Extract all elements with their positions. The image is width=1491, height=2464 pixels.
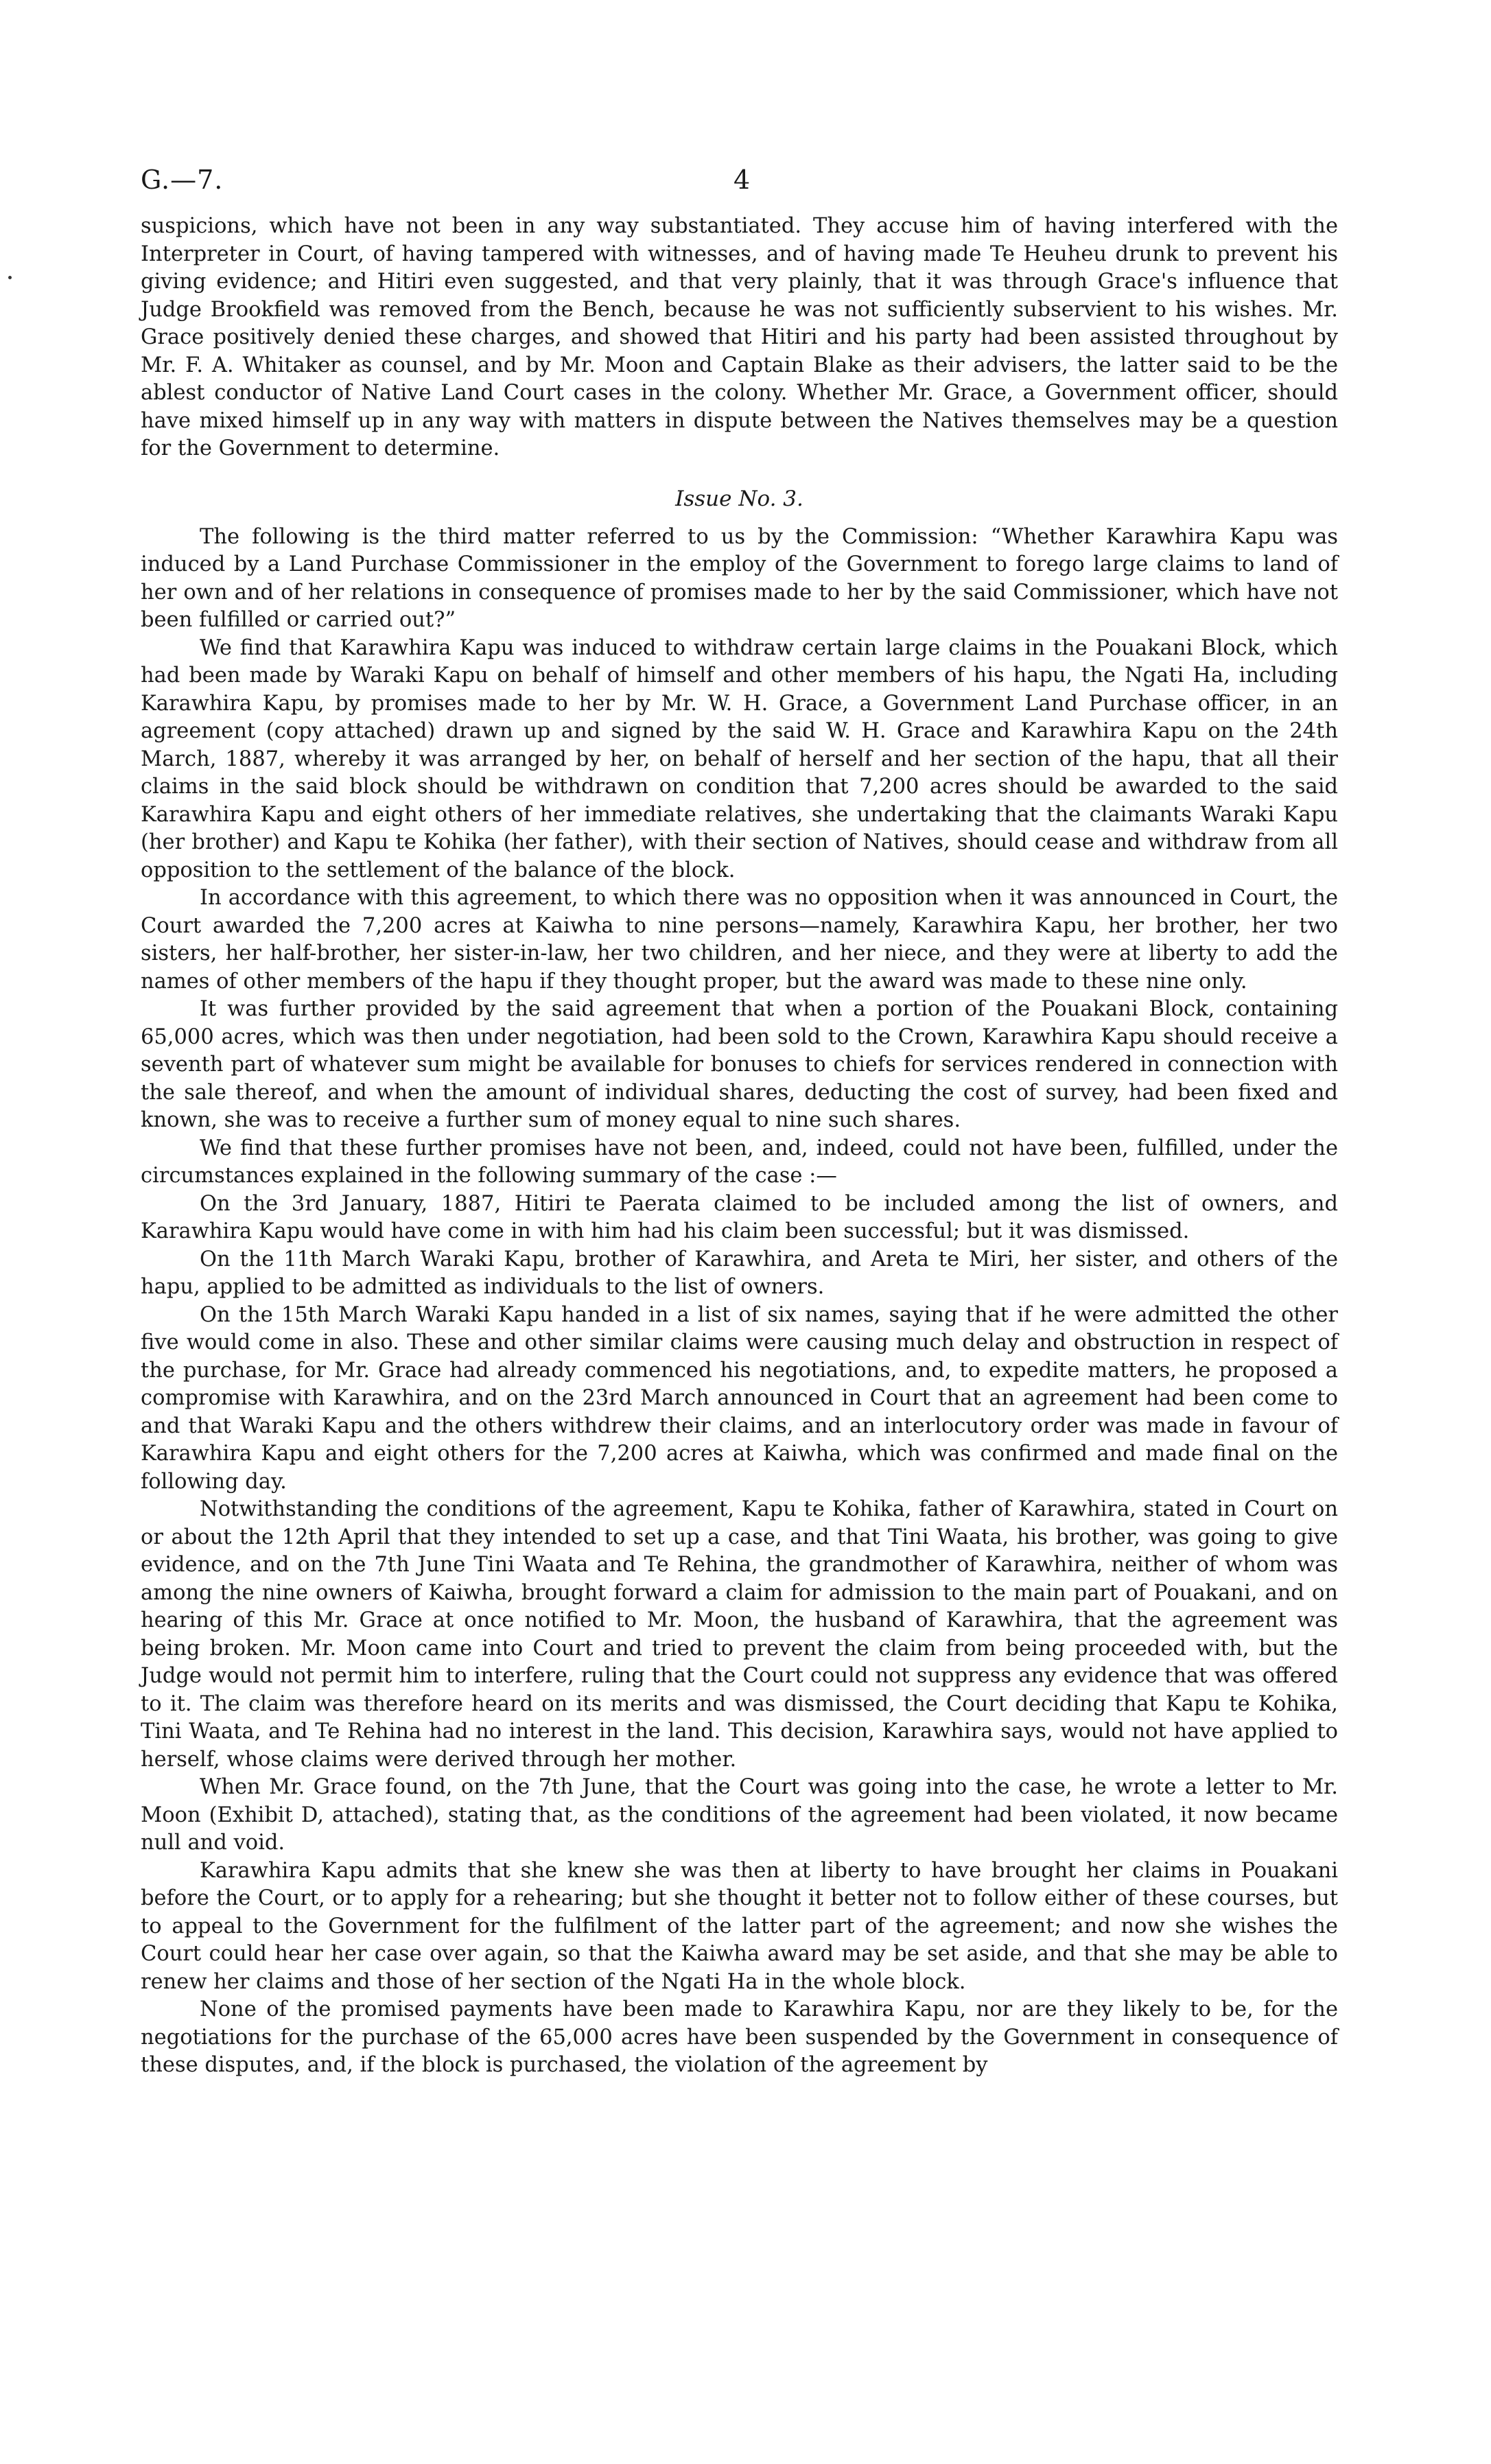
page-header xyxy=(141,165,1338,213)
section-heading: Issue No. 3. xyxy=(675,486,803,511)
paragraph: Karawhira Kapu admits that she knew she was then at liberty to have brought her claims in Pouakani before the Court, or to apply for a rehearing; but she thought it better not to follow either of these courses, but to appeal to the Government for the fulfilment of the latter part of the agreement; and now she wishes the Court could hear her case over again, so that the Kaiwha award may be set aside, and that she may be able to renew her claims and those of her section of the Ngati Ha in the whole block. xyxy=(141,1858,1338,1994)
paragraph: We find that these further promises have not been, and, indeed, could not have been, fulfilled, under the circumstances explained in the following summary of the case :— xyxy=(141,1136,1338,1188)
paragraph: It was further provided by the said agreement that when a portion of the Pouakani Block, containing 65,000 acres, which was then under negotiation, had been sold to the Crown, Karawhira Kapu should receive a seventh part of whatever sum might be available for bonuses to chiefs for services rendered in connection with the sale thereof, and when the amount of individual shares, deducting the cost of survey, had been fixed and known, she was to receive a further sum of money equal to nine such shares. xyxy=(141,997,1338,1132)
paragraph: Notwithstanding the conditions of the agreement, Kapu te Kohika, father of Karawhira, stated in Court on or about the 12th April that they intended to set up a case, and that Tini Waata, his brother, was going to give evidence, and on the 7th June Tini Waata and Te Rehina, the grandmother of Karawhira, neither of whom was among the nine owners of Kaiwha, brought forward a claim for admission to the main part of Pouakani, and on hearing of this Mr. Grace at once notified to Mr. Moon, the husband of Karawhira, that the agreement was being broken. Mr. Moon came into Court and tried to prevent the claim from being proceeded with, but the Judge would not permit him to interfere, ruling that the Court could not suppress any evidence that was offered to it. The claim was therefore heard on its merits and was dismissed, the Court deciding that Kapu te Kohika, Tini Waata, and Te Rehina had no interest in the land. This decision, Karawhira says, would not have applied to herself, whose claims were derived through her mother. xyxy=(141,1497,1338,1772)
paragraph: We find that Karawhira Kapu was induced to withdraw certain large claims in the Pouakani Block, which had been made by Waraki Kapu on behalf of himself and other members of his hapu, the Ngati Ha, including Karawhira Kapu, by promises made to her by Mr. W. H. Grace, a Government Land Purchase officer, in an agreement (copy attached) drawn up and signed by the said W. H. Grace and Karawhira Kapu on the 24th March, 1887, whereby it was arranged by her, on behalf of herself and her section of the hapu, that all their claims in the said block should be withdrawn on condition that 7,200 acres should be awarded to the said Karawhira Kapu and eight others of her immediate relatives, she undertaking that the claimants Waraki Kapu (her brother) and Kapu te Kohika (her father), with their section of Natives, should cease and withdraw from all opposition to the settlement of the balance of the block. xyxy=(141,635,1338,882)
document-body xyxy=(141,213,1338,2080)
paragraph: The following is the third matter referred to us by the Commission: “Whether Karawhira Kapu was induced by a Land Purchase Commissioner in the employ of the Government to forego large claims to land of her own and of her relations in consequence of promises made to her by the said Commissioner, which have not been fulfilled or carried out?” xyxy=(141,524,1338,632)
document-reference: G.—7. xyxy=(141,165,224,195)
page-number: 4 xyxy=(733,165,751,195)
paragraph: In accordance with this agreement, to which there was no opposition when it was announced in Court, the Court awarded the 7,200 acres at Kaiwha to nine persons—namely, Karawhira Kapu, her brother, her two sisters, her half-brother, her sister-in-law, her two children, and her niece, and they were at liberty to add the names of other members of the hapu if they thought proper, but the award was made to these nine only. xyxy=(141,886,1338,994)
paragraph: On the 11th March Waraki Kapu, brother of Karawhira, and Areta te Miri, her sister, and others of the hapu, applied to be admitted as individuals to the list of owners. xyxy=(141,1247,1338,1299)
document-page xyxy=(141,165,1338,2080)
paragraph: When Mr. Grace found, on the 7th June, that the Court was going into the case, he wrote a letter to Mr. Moon (Exhibit D, attached), stating that, as the conditions of the agreement had been violated, it now became null and void. xyxy=(141,1775,1338,1855)
paragraph-continued: suspicions, which have not been in any way substantiated. They accuse him of having interfered with the Interpreter in Court, of having tampered with witnesses, and of having made Te Heuheu drunk to prevent his giving evidence; and Hitiri even suggested, and that very plainly, that it was through Grace's influence that Judge Brookfield was removed from the Bench, because he was not sufficiently subservient to his wishes. Mr. Grace positively denied these charges, and showed that Hitiri and his party had been assisted throughout by Mr. F. A. Whitaker as counsel, and by Mr. Moon and Captain Blake as their advisers, the latter said to be the ablest conductor of Native Land Court cases in the colony. Whether Mr. Grace, a Government officer, should have mixed himself up in any way with matters in dispute between the Natives themselves may be a question for the Government to determine. xyxy=(141,214,1338,460)
margin-mark xyxy=(8,276,12,279)
paragraph: On the 15th March Waraki Kapu handed in a list of six names, saying that if he were admitted the other five would come in also. These and other similar claims were causing much delay and obstruction in respect of the purchase, for Mr. Grace had already commenced his negotiations, and, to expedite matters, he proposed a compromise with Karawhira, and on the 23rd March announced in Court that an agreement had been come to and that Waraki Kapu and the others withdrew their claims, and an interlocutory order was made in favour of Karawhira Kapu and eight others for the 7,200 acres at Kaiwha, which was confirmed and made final on the following day. xyxy=(141,1302,1338,1494)
paragraph: None of the promised payments have been made to Karawhira Kapu, nor are they likely to be, for the negotiations for the purchase of the 65,000 acres have been suspended by the Government in consequence of these disputes, and, if the block is purchased, the violation of the agreement by xyxy=(141,1997,1338,2077)
paragraph: On the 3rd January, 1887, Hitiri te Paerata claimed to be included among the list of owners, and Karawhira Kapu would have come in with him had his claim been successful; but it was dismissed. xyxy=(141,1191,1338,1243)
